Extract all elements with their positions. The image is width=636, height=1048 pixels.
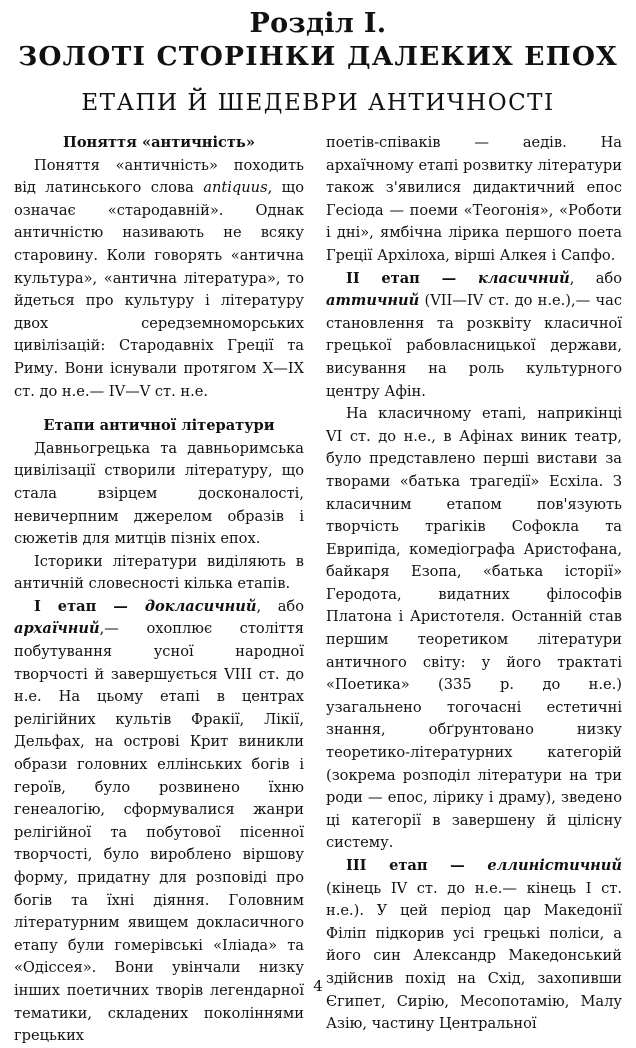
left-column [14,132,304,1048]
paragraph-stage-3 [326,855,622,1036]
stage-3-name: еллиністичний [487,857,622,874]
right-column [326,132,622,1048]
section-title: ЕТАПИ Й ШЕДЕВРИ АНТИЧНОСТІ [81,90,555,116]
text-segment: , або [569,269,622,287]
stage-2-name: класичний [477,269,570,287]
stage-1-text: ,— охоплює століття побутування усної народної творчості й завершується VIII ст. до н.е. На цьому етапі в центрах релігійних культів Фракії, Лікії, Дельфах, на острові Крит виникли образи головних еллінських богів і героїв, було розвинено їхню генеалогію, сформувалися жанри релігійної та побутової пісенної творчості, було вироблено віршову форму, придатну для розповіді про богів та їхні діяння. Головним літературним явищем докласичного етапу були гомерівські «Іліада» та «Одіссея». Вони увінчали низку інших поетичних творів легендарної тематики, складених поколіннями грецьких [14,620,304,1045]
stage-3-label: ІІІ етап — [346,857,488,874]
text-columns [14,132,622,1048]
stage-1-name: докласичний [144,597,257,615]
latin-word: antiquus [203,179,268,197]
chapter-title: ЗОЛОТІ СТОРІНКИ ДАЛЕКИХ ЕПОХ [18,41,618,72]
stage-2-alt-name: аттичний [326,292,420,310]
text-segment: , що означає «стародавній». Однак античністю називають не всяку старовину. Коли говорять «антична культура», «антична література», то йдеться про культуру і літературу двох середземноморських цивілізацій: Стародавніх Греції та Риму. Вони існували протягом X—IX ст. до н.е.— IV—V ст. н.е. [14,179,304,400]
subheading-literature-stages: Етапи античної літератури [43,417,275,435]
paragraph-civilizations: Давньогрецька та давньоримська цивілізації створили літературу, що стала взірцем досконалості, невичерпним джерелом образів і сюжетів для митців пізніх епох. [14,439,304,548]
paragraph-antiquity-definition [14,155,304,404]
paragraph-historians: Історики літератури виділяють в античній словесності кілька етапів. [14,552,304,593]
paragraph-continued: поетів-співаків — аедів. На архаїчному етапі розвитку літератури також з'явилися дидактичний епос Гесіода — поеми «Теогонія», «Роботи і дні», ямбічна лірика першого поета Греції Архілоха, вірші Алкея і Сапфо. [326,134,622,264]
subheading-antiquity-concept: Поняття «античність» [63,134,255,151]
stage-3-text: (кінець IV ст. до н.е.— кінець І ст. н.е.). У цей період цар Македонії Філіп підкорив усі грецькі поліси, а його син Александр Македонський здійснив похід на Схід, захопивши Єгипет, Сирію, Месопотамію, Малу Азію, частину Центральної [326,879,622,1033]
page-number: 4 [313,977,323,995]
text-segment: , або [256,597,304,615]
chapter-label: Розділ І. [249,8,387,39]
paragraph-stage-2 [326,268,622,404]
paragraph-classic-stage: На класичному етапі, наприкінці VI ст. до н.е., в Афінах виник театр, було представлено перші вистави за творами «батька трагедії» Есхіла. З класичним етапом пов'язують творчість трагіків Софокла та Еврипіда, комедіографа Аристофана, байкаря Езопа, «батька історії» Геродота, видатних філософів Платона і Аристотеля. Останній став першим теоретиком літератури античного світу: у його трактаті «Поетика» (335 р. до н.е.) узагальнено тогочасні естетичні знання, обґрунтовано низку теоретико-літературних категорій (зокрема розподіл літератури на три роди — епос, лірику і драму), зведено ці категорії в завершену й цілісну систему. [326,405,622,852]
text-segment: Поняття «античність» походить від латинського слова [14,156,304,197]
stage-1-label: І етап — [34,597,145,615]
stage-2-text: (VII—IV ст. до н.е.),— час становлення та розквіту класичної грецької рабовласницької держави, висування на роль культурного центру Афін. [326,292,622,400]
stage-1-alt-name: архаїчний [14,620,100,638]
stage-2-label: ІІ етап — [346,269,478,287]
